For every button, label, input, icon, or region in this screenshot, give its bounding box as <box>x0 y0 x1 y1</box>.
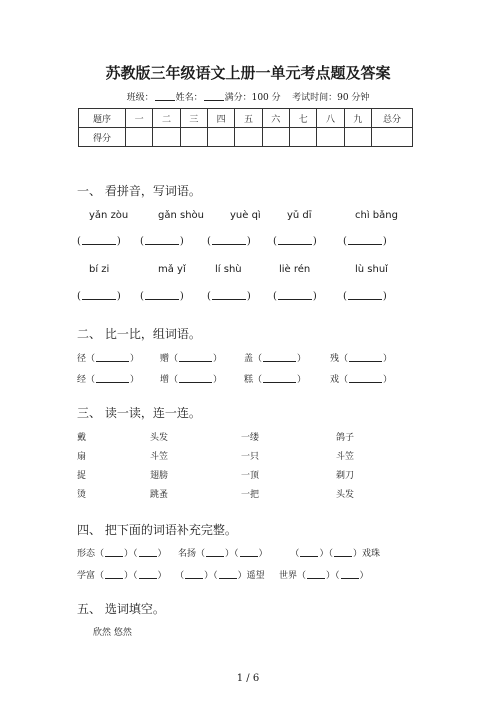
full-score: 满分：100 分 <box>224 93 281 103</box>
compare-item[interactable]: 戏（ ） <box>330 375 393 385</box>
pinyin: yǎn zòu <box>89 210 129 221</box>
match-item[interactable]: 一缕 <box>241 433 260 443</box>
char: 戏 <box>330 375 340 385</box>
score-cell[interactable] <box>344 128 371 147</box>
match-item[interactable]: 一顶 <box>241 471 260 481</box>
score-cell[interactable] <box>262 128 289 147</box>
char: 径 <box>77 354 87 364</box>
idiom-word: 学富 <box>77 571 96 581</box>
char: 残 <box>330 354 340 364</box>
idiom-word: 戏珠 <box>361 549 380 559</box>
match-item[interactable]: 斗笠 <box>150 452 169 462</box>
compare-item[interactable]: 径（ ） <box>77 354 140 364</box>
match-item[interactable]: 扇 <box>77 452 87 462</box>
char: 赠 <box>160 354 170 364</box>
match-item[interactable]: 跳蚤 <box>150 490 169 500</box>
section-2-heading: 二、 比一比，组词语。 <box>77 327 201 341</box>
compare-item[interactable]: 糕（ ） <box>244 375 307 385</box>
section-1-heading: 一、 看拼音，写词语。 <box>77 184 201 198</box>
score-cell[interactable] <box>289 128 316 147</box>
compare-item[interactable]: 增（ ） <box>160 375 223 385</box>
pinyin: lí shù <box>215 264 242 275</box>
score-row-label: 得分 <box>79 128 126 147</box>
pinyin: liè rén <box>279 264 311 275</box>
section-5-heading: 五、 选词填空。 <box>77 602 165 616</box>
word-choices: 欣然 悠然 <box>93 628 132 638</box>
section-3-heading: 三、 读一读，连一连。 <box>77 406 201 420</box>
score-header-row <box>79 109 413 128</box>
answer-blank[interactable]: ( ) <box>77 291 121 302</box>
pinyin: gǎn shòu <box>158 210 204 221</box>
idiom-row-1[interactable]: 形态（ ）（ ） 名扬（ ）（ ） （ ）（ ）戏珠 <box>77 549 380 559</box>
score-cell[interactable] <box>153 128 180 147</box>
score-cell[interactable] <box>317 128 344 147</box>
score-header-cell: 二 <box>153 109 180 128</box>
score-header-cell: 九 <box>344 109 371 128</box>
compare-item[interactable]: 经（ ） <box>77 375 140 385</box>
match-item[interactable]: 翅膀 <box>150 471 169 481</box>
match-item[interactable]: 头发 <box>150 433 169 443</box>
idiom-word: 形态 <box>77 549 96 559</box>
match-item[interactable]: 鸽子 <box>336 433 355 443</box>
name-label: 姓名： <box>175 93 203 103</box>
match-item[interactable]: 戴 <box>77 433 87 443</box>
answer-blank[interactable]: ( ) <box>343 236 387 247</box>
exam-info <box>0 90 496 103</box>
score-header-cell: 四 <box>207 109 234 128</box>
match-item[interactable]: 一只 <box>241 452 260 462</box>
match-item[interactable]: 斗笠 <box>336 452 355 462</box>
score-header-cell: 八 <box>317 109 344 128</box>
answer-blank[interactable]: ( ) <box>343 291 387 302</box>
answer-blank[interactable]: ( ) <box>273 236 317 247</box>
answer-blank[interactable]: ( ) <box>207 291 251 302</box>
score-header-cell: 总分 <box>372 109 413 128</box>
pinyin: yǔ dī <box>287 210 312 221</box>
answer-blank[interactable]: ( ) <box>140 291 184 302</box>
answer-blank[interactable]: ( ) <box>273 291 317 302</box>
compare-item[interactable]: 赠（ ） <box>160 354 223 364</box>
score-table <box>78 108 413 147</box>
pinyin: lù shuǐ <box>355 264 388 275</box>
score-header-cell: 六 <box>262 109 289 128</box>
pinyin: chì bǎng <box>355 210 398 221</box>
pinyin: bí zi <box>89 264 110 275</box>
compare-item[interactable]: 盖（ ） <box>244 354 307 364</box>
score-header-cell: 五 <box>235 109 262 128</box>
pinyin: mǎ yǐ <box>158 264 186 275</box>
answer-blank[interactable]: ( ) <box>207 236 251 247</box>
class-blank <box>155 91 175 101</box>
score-cell[interactable] <box>372 128 413 147</box>
char: 经 <box>77 375 87 385</box>
score-header-cell: 三 <box>180 109 207 128</box>
pinyin: yuè qì <box>230 210 261 221</box>
page-indicator: 1 / 6 <box>236 673 260 684</box>
score-cell[interactable] <box>207 128 234 147</box>
match-item[interactable]: 一把 <box>241 490 260 500</box>
score-row <box>79 128 413 147</box>
match-item[interactable]: 头发 <box>336 490 355 500</box>
answer-blank[interactable]: ( ) <box>77 236 121 247</box>
section-4-heading: 四、 把下面的词语补充完整。 <box>77 523 237 537</box>
idiom-word: 世界 <box>279 571 298 581</box>
score-header-cell: 七 <box>289 109 316 128</box>
document-title: 苏教版三年级语文上册一单元考点题及答案 <box>105 64 391 82</box>
score-cell[interactable] <box>180 128 207 147</box>
score-cell[interactable] <box>235 128 262 147</box>
score-cell[interactable] <box>126 128 153 147</box>
char: 增 <box>160 375 170 385</box>
char: 盖 <box>244 354 254 364</box>
idiom-word: 遥望 <box>246 571 265 581</box>
idiom-word: 名扬 <box>178 549 197 559</box>
score-header-cell: 题序 <box>79 109 126 128</box>
score-header-cell: 一 <box>126 109 153 128</box>
char: 糕 <box>244 375 254 385</box>
match-item[interactable]: 剃刀 <box>336 471 355 481</box>
match-item[interactable]: 烫 <box>77 490 87 500</box>
compare-item[interactable]: 残（ ） <box>330 354 393 364</box>
answer-blank[interactable]: ( ) <box>140 236 184 247</box>
name-blank <box>204 91 224 101</box>
exam-time: 考试时间：90 分钟 <box>292 93 370 103</box>
match-item[interactable]: 捉 <box>77 471 87 481</box>
class-label: 班级： <box>126 93 154 103</box>
idiom-row-2[interactable]: 学富（ ）（ ） （ ）（ ）遥望 世界（ ）（ ） <box>77 571 369 581</box>
